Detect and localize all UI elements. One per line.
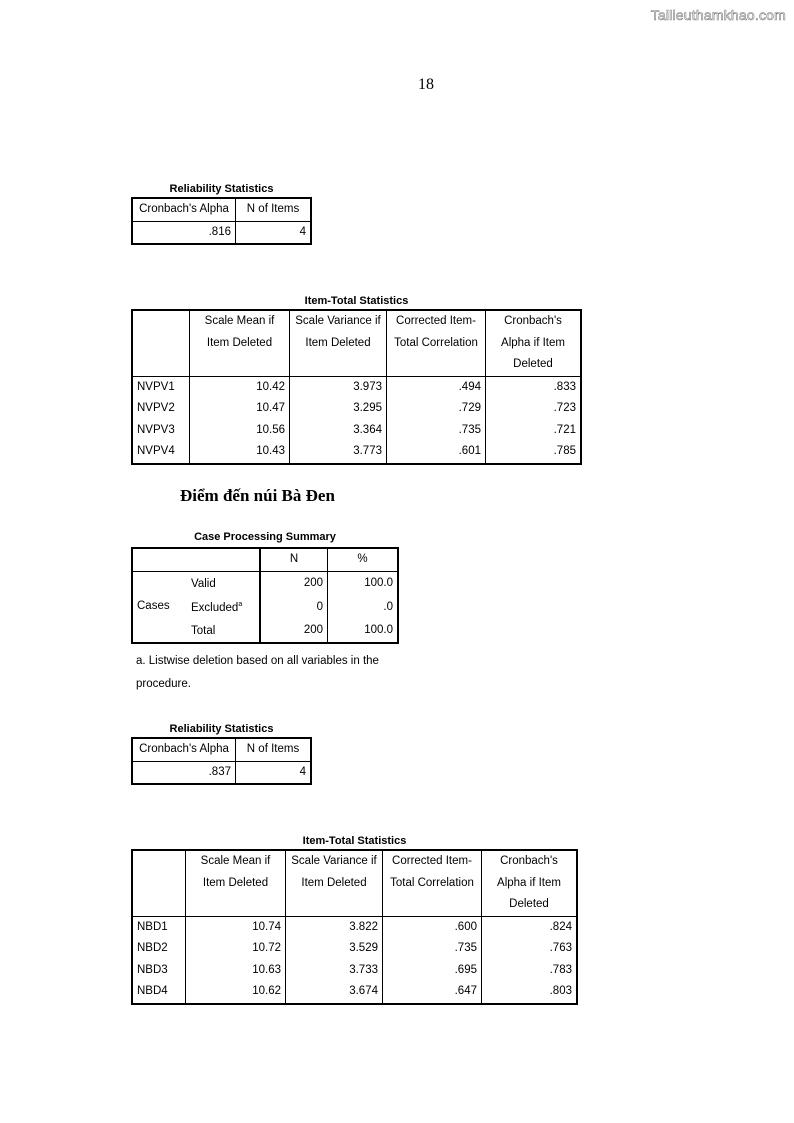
cell: .721: [486, 420, 582, 442]
cell: 100.0: [328, 620, 399, 643]
col-header-alpha: Cronbach's Alpha: [132, 738, 236, 761]
cell: 3.822: [286, 916, 383, 938]
n-items-value: 4: [236, 761, 312, 784]
cell: 10.43: [190, 441, 290, 464]
table-row: [132, 376, 581, 398]
cell: 10.47: [190, 398, 290, 420]
page-number: 18: [418, 76, 434, 93]
col-header-scale-mean: Scale Mean if Item Deleted: [190, 310, 290, 376]
corner-cell: [187, 548, 260, 571]
reliability-statistics-1: [131, 183, 312, 245]
cell: 10.72: [186, 938, 286, 960]
corner-cell: [132, 310, 190, 376]
cell: .735: [387, 420, 486, 442]
cell: .763: [482, 938, 578, 960]
cell: .601: [387, 441, 486, 464]
cell: 200: [260, 571, 328, 596]
cell: 10.62: [186, 981, 286, 1004]
watermark: Tailieuthamkhao.com: [650, 7, 786, 23]
table-row: [132, 420, 581, 442]
col-header-n-items: N of Items: [236, 198, 312, 221]
col-header-alpha: Cronbach's Alpha: [132, 198, 236, 221]
cell: 200: [260, 620, 328, 643]
col-header-alpha-if-deleted: Cronbach's Alpha if Item Deleted: [486, 310, 582, 376]
footnote: a. Listwise deletion based on all variables in the procedure.: [136, 655, 379, 690]
col-header-scale-variance: Scale Variance if Item Deleted: [290, 310, 387, 376]
cell: .735: [383, 938, 482, 960]
row-label: NVPV1: [132, 376, 190, 398]
table-row: [132, 441, 581, 464]
case-processing-summary: [131, 531, 399, 644]
col-header-n: N: [260, 548, 328, 571]
table-title: Case Processing Summary: [194, 531, 336, 543]
item-total-table: [131, 849, 578, 1005]
cell: .833: [486, 376, 582, 398]
item-total-statistics-1: [131, 295, 582, 465]
reliability-table: [131, 197, 312, 245]
row-label: Total: [187, 620, 260, 643]
cell: .647: [383, 981, 482, 1004]
cell: .600: [383, 916, 482, 938]
cell: .695: [383, 960, 482, 982]
col-header-percent: %: [328, 548, 399, 571]
table-row: [132, 916, 577, 938]
n-items-value: 4: [236, 221, 312, 244]
table-row: [132, 960, 577, 982]
case-processing-table: [131, 547, 399, 644]
table-row: [132, 571, 398, 596]
cell: .729: [387, 398, 486, 420]
col-header-scale-mean: Scale Mean if Item Deleted: [186, 850, 286, 916]
row-label: NVPV3: [132, 420, 190, 442]
cell: .723: [486, 398, 582, 420]
row-label: NVPV2: [132, 398, 190, 420]
cell: .803: [482, 981, 578, 1004]
cell: 100.0: [328, 571, 399, 596]
cell: 0: [260, 596, 328, 620]
cell: 3.364: [290, 420, 387, 442]
section-heading: Điểm đến núi Bà Đen: [180, 486, 335, 505]
cell: .824: [482, 916, 578, 938]
table-title: Item-Total Statistics: [304, 295, 409, 307]
cell: 3.529: [286, 938, 383, 960]
table-row: [132, 398, 581, 420]
table-title: Reliability Statistics: [169, 723, 274, 735]
corner-cell: [132, 548, 187, 571]
cell: .0: [328, 596, 399, 620]
col-header-n-items: N of Items: [236, 738, 312, 761]
row-label: NBD2: [132, 938, 186, 960]
cell: 3.674: [286, 981, 383, 1004]
table-row: [132, 938, 577, 960]
cell: .785: [486, 441, 582, 464]
cell: 10.42: [190, 376, 290, 398]
reliability-table: [131, 737, 312, 785]
cell: 10.74: [186, 916, 286, 938]
table-row: [132, 981, 577, 1004]
corner-cell: [132, 850, 186, 916]
col-header-alpha-if-deleted: Cronbach's Alpha if Item Deleted: [482, 850, 578, 916]
cell: 10.56: [190, 420, 290, 442]
item-total-table: [131, 309, 582, 465]
col-header-corrected-correlation: Corrected Item-Total Correlation: [387, 310, 486, 376]
group-label: Cases: [132, 571, 187, 643]
alpha-value: .837: [132, 761, 236, 784]
cell: 10.63: [186, 960, 286, 982]
row-label: NBD1: [132, 916, 186, 938]
row-label: NBD4: [132, 981, 186, 1004]
row-label: NBD3: [132, 960, 186, 982]
item-total-statistics-2: [131, 835, 578, 1005]
col-header-corrected-correlation: Corrected Item-Total Correlation: [383, 850, 482, 916]
row-label: NVPV4: [132, 441, 190, 464]
col-header-scale-variance: Scale Variance if Item Deleted: [286, 850, 383, 916]
cell: .494: [387, 376, 486, 398]
reliability-statistics-2: [131, 723, 312, 785]
cell: 3.733: [286, 960, 383, 982]
table-title: Item-Total Statistics: [302, 835, 407, 847]
table-title: Reliability Statistics: [169, 183, 274, 195]
alpha-value: .816: [132, 221, 236, 244]
cell: 3.973: [290, 376, 387, 398]
cell: .783: [482, 960, 578, 982]
cell: 3.773: [290, 441, 387, 464]
cell: 3.295: [290, 398, 387, 420]
row-label: Excluded$^a$: [187, 596, 260, 620]
row-label: Valid: [187, 571, 260, 596]
